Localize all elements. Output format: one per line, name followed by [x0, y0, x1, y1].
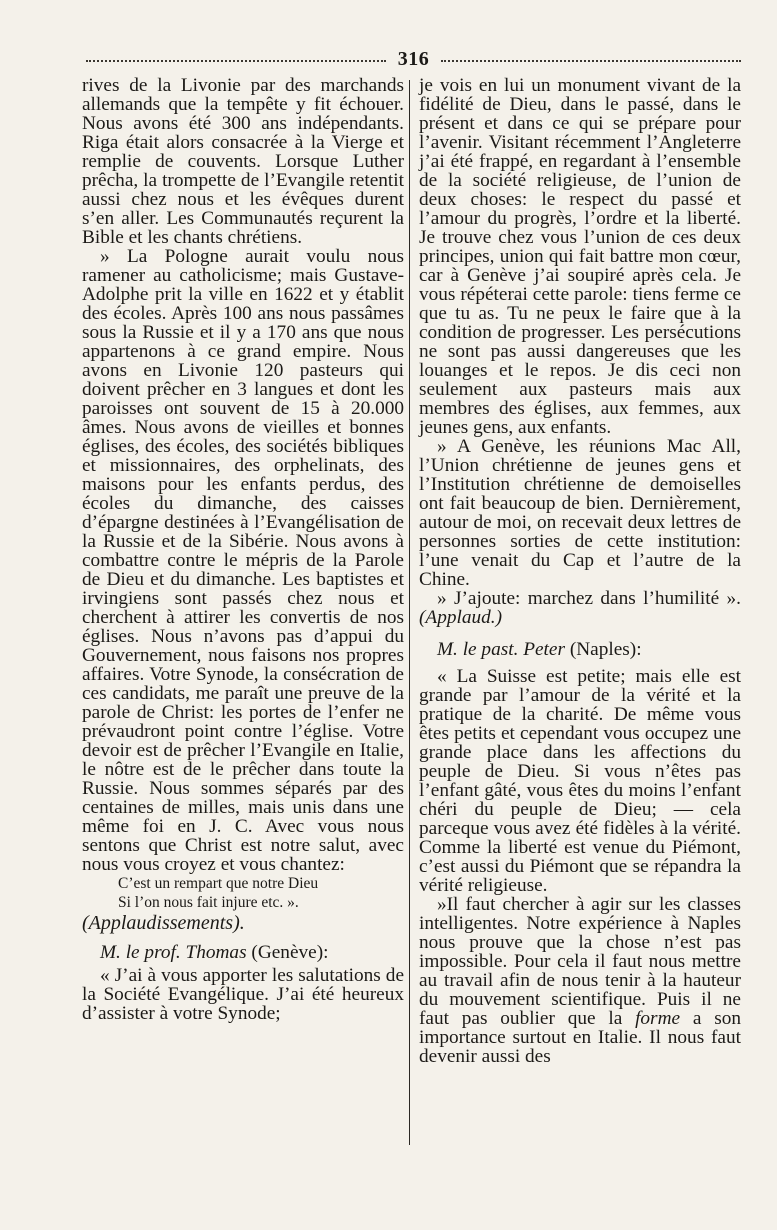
left-paragraph-1: rives de la Livonie par des marchands allemands que la tempête y fit échouer. Nous avons été 300 ans indépendants. Riga était alors consacrée à la Vierge et remplie de couvents. Lorsque Luther prêcha, la trompette de l’Evangile retentit aussi chez nous et les évêques durent s’en aller. Les Communautés reçurent la Bible et les chants chrétiens.: [82, 75, 404, 248]
right-paragraph-5-start: »Il faut chercher à agir sur les classes intelligentes. Notre expérience à Naples nous prouve que la chose n’est pas impossible. Pour cela il faut nous mettre au travail afin de nous tenir à la hauteur du mouvement scientifique. Puis il ne faut pas oublier que la: [419, 894, 741, 1029]
left-paragraph-3: « J’ai à vous apporter les salutations de la Société Evangélique. J’ai été heureux d’assister à votre Synode;: [82, 965, 404, 1024]
left-column: [82, 76, 404, 1023]
speaker-heading-thomas: [82, 943, 404, 962]
hymn-quote-line-2: Si l’on nous fait injure etc. ».: [118, 894, 299, 911]
speaker-heading-peter: [419, 640, 741, 659]
speaker-place: (Naples):: [569, 639, 642, 660]
applause-note-short: (Applaud.): [419, 607, 502, 628]
speaker-name: M. le past. Peter: [437, 639, 565, 660]
page-number: 316: [397, 48, 430, 70]
right-paragraph-3-text: » J’ajoute: marchez dans l’humilité ».: [437, 588, 741, 609]
right-paragraph-3: [419, 589, 741, 627]
right-paragraph-2: » A Genève, les réunions Mac All, l’Union chrétienne de jeunes gens et l’Institution chrétienne de demoiselles ont fait beaucoup de bien. Dernièrement, autour de moi, on recevait deux lettres de personnes sorties de cette institution: l’une venait du Cap et l’autre de la Chine.: [419, 436, 741, 590]
header-rule-right: [441, 60, 741, 62]
right-column: [419, 76, 741, 1066]
right-paragraph-5: [419, 895, 741, 1066]
applause-note: (Applaudissements).: [82, 912, 245, 934]
hymn-quote-line-1: C’est un rempart que notre Dieu: [118, 875, 319, 892]
header-rule-left: [86, 60, 386, 62]
emphasis-forme: forme: [635, 1008, 681, 1029]
speaker-place: (Genève):: [251, 942, 329, 963]
column-divider: [409, 80, 410, 1145]
speaker-name: M. le prof. Thomas: [100, 942, 247, 963]
right-paragraph-4: « La Suisse est petite; mais elle est grande par l’amour de la vérité et la pratique de la charité. De même vous êtes petits et cependant vous occupez une grande place dans les affections du peuple de Dieu. Si vous n’êtes pas l’enfant gâté, vous êtes du moins l’enfant chéri du peuple de Dieu; — cela parceque vous avez été fidèles à la vérité. Comme la liberté est venue du Piémont, c’est aussi du Piémont que se répandra la vérité religieuse.: [419, 666, 741, 896]
right-paragraph-1: je vois en lui un monument vivant de la fidélité de Dieu, dans le passé, dans le présent et dans ce qui se prépare pour l’avenir. Visitant récemment l’Angleterre j’ai été frappé, en regardant à l’ensemble de la société religieuse, de l’union de deux choses: le respect du passé et l’amour du progrès, l’ordre et la liberté. Je trouve chez vous l’union de ces deux principes, union qui fait battre mon cœur, car à Genève j’ai soupiré après cela. Je vous répéterai cette parole: tiens ferme ce que tu as. Tu ne peux le faire que à la condition de progresser. Les persécutions ne sont pas aussi dangereuses que les louanges et le repos. Je dis ceci non seulement aux pasteurs mais aux membres des églises, aux femmes, aux jeunes gens, aux enfants.: [419, 75, 741, 438]
page-header: [86, 46, 741, 72]
right-paragraph-5-end: a son importance surtout en Italie. Il nous faut devenir aussi des: [419, 1008, 741, 1067]
left-paragraph-2: » La Pologne aurait voulu nous ramener au catholicisme; mais Gustave-Adolphe prit la ville en 1622 et y établit des écoles. Après 100 ans nous passâmes sous la Russie et il y a 170 ans que nous appartenons à ce grand empire. Nous avons en Livonie 120 pasteurs qui doivent prêcher en 3 langues et dont les paroisses ont souvent de 15 à 20.000 âmes. Nous avons de vieilles et bonnes églises, des écoles, des sociétés bibliques et missionnaires, des orphelinats, des maisons pour les enfants perdus, des écoles du dimanche, des caisses d’épargne destinées à l’Evangélisation de la Russie et de la Sibérie. Nous avons à combattre contre le mépris de la Parole de Dieu et du dimanche. Les baptistes et irvingiens sont passés chez nous et cherchent à attirer les convertis de nos églises. Nous n’avons pas d’appui du Gouvernement, nous faisons nos propres affaires. Votre Synode, la consécration de ces candidats, me paraît une preuve de la parole de Christ: les portes de l’enfer ne prévaudront point contre l’église. Votre devoir est de prêcher l’Evangile en Italie, le nôtre est de le prêcher dans toute la Russie. Nous sommes séparés par des centaines de milles, mais unis dans une même foi en J. C. Avec vous nous sentons que Christ est notre salut, avec nous vous croyez et vous chantez:: [82, 246, 404, 875]
